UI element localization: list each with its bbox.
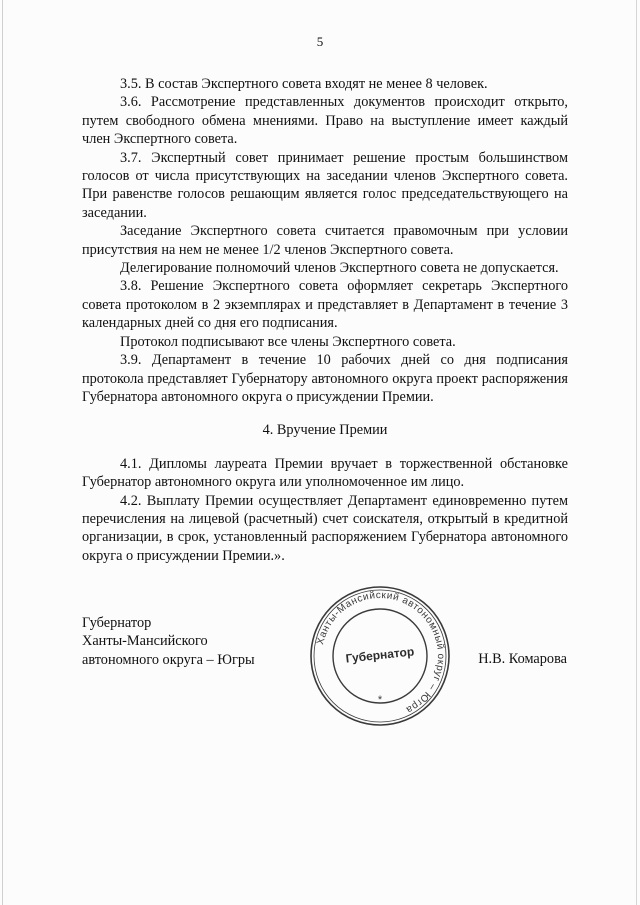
signatory-title (82, 614, 255, 669)
paragraph-3-7: 3.7. Экспертный совет принимает решение простым большинством голосов от числа присутствующих на заседании членов Экспертного совета. При равенстве голосов решающим является голос председательствующего на заседании. (82, 149, 568, 221)
paragraph-3-6: 3.6. Рассмотрение представленных документов происходит открыто, путем свободного обмена мнениями. Право на выступление имеет каждый член Экспертного совета. (82, 94, 568, 148)
document-body (82, 75, 568, 565)
paragraph-delegation: Делегирование полномочий членов Экспертного совета не допускается. (120, 260, 559, 277)
seal-star-mark: * (377, 694, 383, 706)
section-heading: 4. Вручение Премии (262, 422, 388, 439)
page-number: 5 (316, 34, 324, 49)
signatory-title-line: автономного округа – Югры (82, 651, 255, 668)
paragraph-4-1: 4.1. Дипломы лауреата Премии вручает в торжественной обстановке Губернатор автономного округа или уполномоченное им лицо. (82, 455, 568, 491)
signatory-title-line: Губернатор (82, 615, 152, 631)
scan-edge-left (2, 0, 3, 905)
seal-center-text: Губернатор (344, 644, 415, 666)
official-seal (309, 585, 451, 727)
paragraph-3-8: 3.8. Решение Экспертного совета оформляет секретарь Экспертного совета протоколом в 2 экземплярах и представляет в Департамент в течение 3 календарных дней со дня его подписания. (82, 278, 568, 332)
signatory-name: Н.В. Комарова (478, 651, 567, 667)
scan-edge-right (636, 0, 637, 905)
paragraph-quorum: Заседание Экспертного совета считается правомочным при условии присутствия на нем не менее 1/2 членов Экспертного совета. (82, 223, 568, 258)
paragraph-3-5: 3.5. В состав Экспертного совета входят не менее 8 человек. (120, 76, 488, 92)
paragraph-protocol: Протокол подписывают все члены Экспертного совета. (120, 333, 456, 350)
seal-graphic (309, 585, 451, 727)
paragraph-4-2: 4.2. Выплату Премии осуществляет Департамент единовременно путем перечисления на лицевой (расчетный) счет соискателя, открытый в кредитной организации, в срок, установленный распоряжением Губернатора автономного округа о присуждении Премии.». (82, 492, 568, 564)
paragraph-3-9: 3.9. Департамент в течение 10 рабочих дней со дня подписания протокола представляет Губернатору автономного округа проект распоряжения Губернатора автономного округа о присуждении Премии. (82, 352, 568, 405)
seal-ring-textpath: Ханты-Мансийский автономный округ – Югра (315, 589, 447, 716)
signatory-title-line: Ханты-Мансийского (82, 633, 208, 650)
